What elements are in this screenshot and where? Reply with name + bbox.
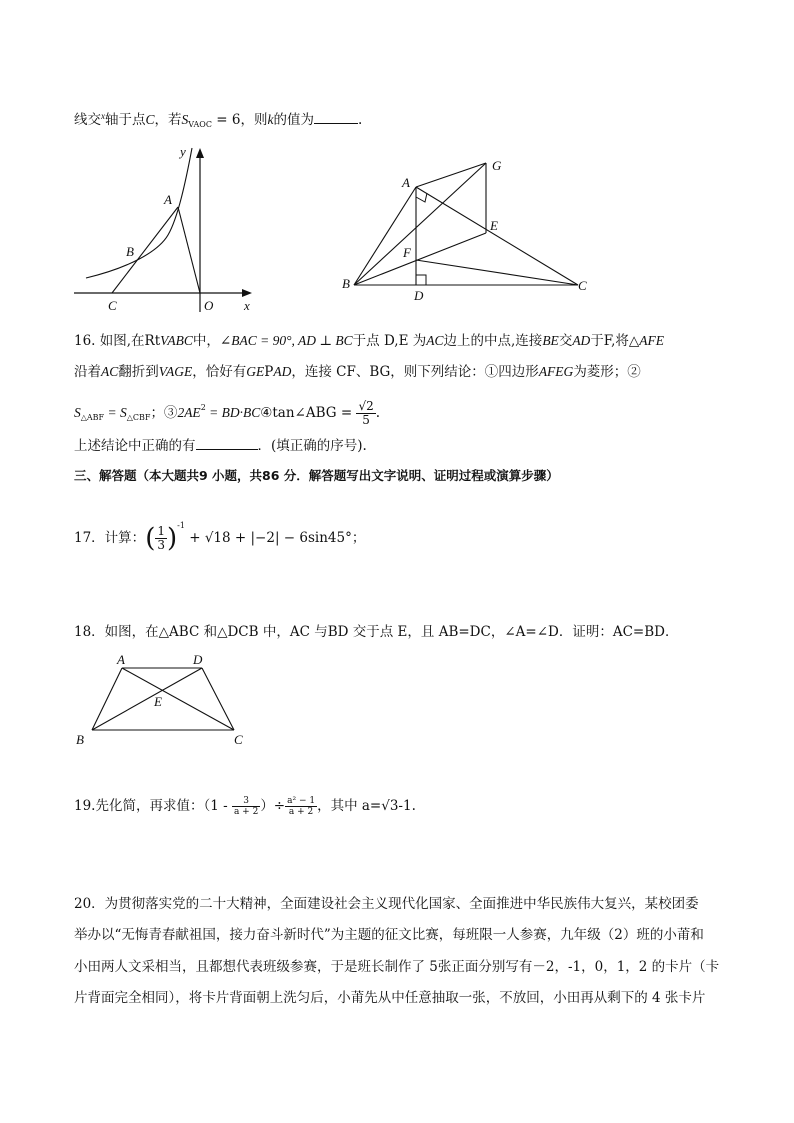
q16-math: VAGE	[158, 364, 193, 379]
q16-text: 中，	[192, 333, 220, 349]
paren-open: (	[145, 523, 156, 554]
label-D: D	[414, 288, 424, 303]
q16-math: GE	[246, 364, 265, 379]
q19-fraction-1	[232, 796, 260, 817]
q15-C: C	[145, 112, 155, 127]
label-B: B	[342, 276, 350, 291]
q16-text: 交	[558, 333, 573, 349]
q16-math: S	[74, 405, 81, 420]
q16-text: 16. 如图,在Rt	[74, 333, 161, 349]
q15-k: k	[267, 112, 274, 127]
label-B: B	[126, 244, 134, 259]
segment-FC	[416, 260, 578, 285]
fraction-numerator: a² − 1	[287, 796, 316, 806]
q16-text: 上述结论中正确的有	[74, 438, 196, 454]
q16-line-1	[74, 331, 664, 351]
q16-text: 翻折到	[118, 364, 159, 380]
segment-DB	[92, 668, 202, 730]
q16-math: S	[119, 405, 127, 420]
q16-sub: △ABF	[80, 413, 105, 422]
q16-text: ，恰好有	[192, 364, 247, 380]
q18-line: 18．如图，在△ABC 和△DCB 中，AC 与BD 交于点 E，且 AB=DC，∠A=∠D．证明：AC=BD．	[74, 624, 679, 640]
q16-math: VABC	[160, 333, 193, 348]
q15-end: .	[357, 112, 363, 128]
label-A: A	[117, 652, 125, 667]
q16-text: ，连接 CF、BG，则下列结论：①四边形	[291, 364, 539, 380]
label-O: O	[204, 298, 214, 313]
fraction-denominator: a + 2	[233, 807, 259, 817]
q16-fraction	[356, 400, 375, 427]
q18-figure	[72, 650, 252, 750]
q20-line-4: 片背面完全相同），将卡片背面朝上洗匀后，小莆先从中任意抽取一张，不放回，小田再从剩下的 4 张卡片	[74, 990, 706, 1006]
q16-line-2	[74, 362, 641, 382]
q16-line-3	[74, 398, 380, 428]
label-A: A	[164, 192, 172, 207]
label-A: A	[402, 175, 410, 190]
q16-math: =	[104, 405, 120, 420]
segment-AG	[416, 163, 486, 187]
fraction-denominator: a + 2	[288, 807, 314, 817]
label-G: G	[492, 158, 502, 173]
q19-text: ，其中 a=√3-1.	[317, 798, 416, 814]
q16-text: 于点 D,E 为	[352, 333, 427, 349]
q17-expression: + √18 + |−2| − 6sin45°；	[184, 530, 366, 546]
label-C: C	[578, 278, 587, 293]
q16-math: 2AE	[177, 405, 201, 420]
q15-text: 轴于点	[105, 112, 146, 128]
segment-AC	[122, 668, 234, 730]
label-x: x	[244, 298, 250, 313]
q20-line-1: 20．为贯彻落实党的二十大精神，全面建设社会主义现代化国家、全面推进中华民族伟大复兴，某校团委	[74, 896, 699, 912]
q16-text: 为菱形；②	[573, 364, 641, 380]
q15-text: 的值为	[273, 112, 314, 128]
q19-text: ）÷	[260, 798, 286, 814]
q15-x: x	[101, 111, 105, 121]
y-axis-arrow	[196, 148, 204, 158]
fraction-denominator: 5	[362, 413, 370, 427]
label-E: E	[490, 218, 498, 233]
q16-figure	[336, 150, 606, 305]
answer-blank	[314, 111, 358, 124]
q16-sup: 2	[200, 403, 206, 412]
line-AO	[178, 207, 200, 293]
right-angle-A	[416, 193, 427, 202]
q15-text: 线交	[74, 112, 101, 128]
q16-math: AC	[426, 333, 444, 348]
q16-end: .	[375, 405, 381, 421]
q15-S-sub: VAOC	[188, 120, 212, 129]
fraction-denominator: 3	[157, 538, 165, 552]
q16-math: AFE	[639, 333, 664, 348]
segment-BE	[354, 233, 486, 285]
q19-fraction-2	[285, 796, 317, 817]
q16-math: AD	[273, 364, 292, 379]
right-angle-D	[416, 275, 426, 285]
q15-text: ，若	[154, 112, 182, 128]
fraction-numerator: 3	[232, 796, 260, 807]
q16-math: AD	[572, 333, 591, 348]
q16-text: ．(填正确的序号).	[257, 438, 367, 454]
q16-math: = BD·BC	[205, 405, 261, 420]
q15-figure	[68, 140, 268, 320]
q16-math: tan∠ABG =	[272, 405, 357, 421]
q19-line	[74, 792, 416, 820]
x-axis-arrow	[242, 289, 252, 297]
label-E: E	[154, 694, 162, 709]
label-y: y	[180, 144, 186, 159]
q16-math: ∠BAC = 90°, AD ⊥ BC	[219, 333, 353, 348]
q17-fraction	[155, 525, 167, 552]
label-D: D	[193, 652, 203, 667]
segment-BA	[92, 668, 122, 730]
q16-math: AFEG	[538, 364, 574, 379]
q17-text: 17．计算：	[74, 530, 146, 546]
q15-S: S	[181, 112, 189, 127]
q15-text: ，则	[240, 112, 268, 128]
label-F: F	[403, 245, 411, 260]
section-heading: 三、解答题（本大题共9 小题，共86 分．解答题写出文字说明、证明过程或演算步骤）	[74, 468, 559, 483]
segment-AC	[416, 187, 578, 285]
q16-text: 于F,将△	[590, 333, 640, 349]
q16-text: ④	[260, 405, 273, 421]
line-CA	[112, 207, 178, 293]
q16-math: BE	[542, 333, 559, 348]
segment-BG	[354, 163, 486, 285]
fraction-numerator: √2	[358, 399, 374, 413]
q19-text: 19.先化简，再求值：（1 -	[74, 798, 232, 814]
q15-eq: = 6	[211, 112, 241, 128]
q16-text: ；③	[150, 405, 178, 421]
q16-text: 边上的中点,连接	[443, 333, 543, 349]
q20-line-3: 小田两人文采相当，且都想代表班级参赛，于是班长制作了 5张正面分别写有－2，-1，0，1，2 的卡片（卡	[74, 959, 720, 975]
q15-tail-line	[74, 106, 362, 135]
q16-math: AC	[101, 364, 119, 379]
label-C: C	[234, 732, 243, 747]
q16-text: 沿着	[74, 364, 101, 380]
q20-line-2: 举办以“无悔青春献祖国，接力奋斗新时代”为主题的征文比赛，每班限一人参赛，九年级（2）班的小莆和	[74, 927, 704, 943]
q16-sub: △CBF	[126, 413, 151, 422]
label-C: C	[108, 298, 117, 313]
q16-math: P	[264, 364, 274, 380]
paren-close: )	[166, 523, 178, 554]
answer-blank	[196, 437, 258, 450]
fraction-numerator: 1	[157, 524, 165, 538]
q16-line-4	[74, 436, 367, 456]
label-B: B	[76, 732, 84, 747]
q17-exponent: -1	[177, 521, 185, 530]
q17-line	[74, 508, 366, 554]
